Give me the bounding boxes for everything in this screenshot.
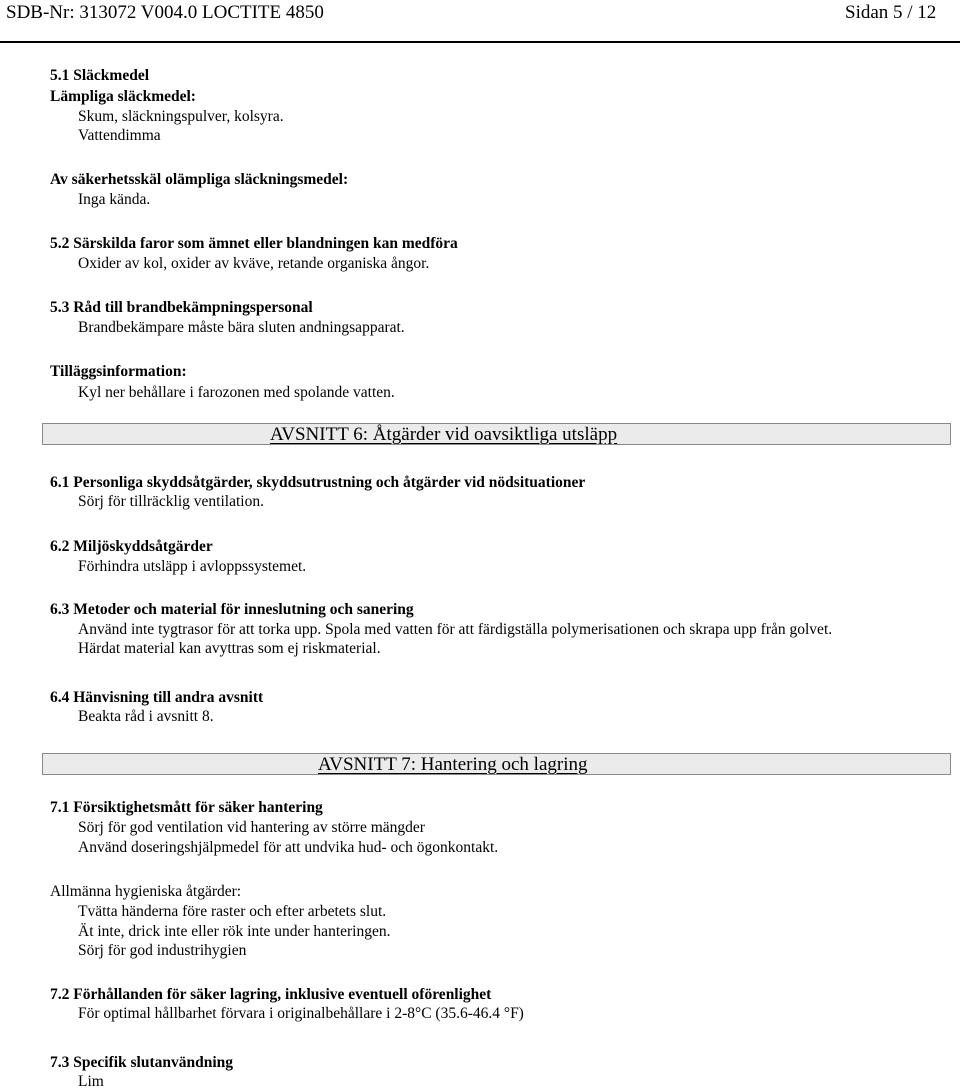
section-7-banner <box>42 753 951 775</box>
hygiene-line-2: Ät inte, drick inte eller rök inte under hanteringen. <box>78 923 391 940</box>
section-7-1-heading: 7.1 Försiktighetsmått för säker hantering <box>50 799 323 816</box>
section-7-1-line-2: Använd doseringshjälpmedel för att undvika hud- och ögonkontakt. <box>78 839 499 856</box>
header-divider <box>0 41 960 43</box>
unsuitable-media-text: Inga kända. <box>78 191 151 208</box>
section-5-3-heading: 5.3 Råd till brandbekämpningspersonal <box>50 299 313 316</box>
page-header <box>0 0 960 30</box>
section-7-3-heading: 7.3 Specifik slutanvändning <box>50 1054 234 1071</box>
section-6-2-text: Förhindra utsläpp i avloppssystemet. <box>78 558 307 575</box>
section-5-2-text: Oxider av kol, oxider av kväve, retande organiska ångor. <box>78 255 430 272</box>
section-6-3-line-2: Härdat material kan avyttras som ej riskmaterial. <box>78 640 381 657</box>
section-6-4-text: Beakta råd i avsnitt 8. <box>78 708 214 725</box>
additional-info-text: Kyl ner behållare i farozonen med spolande vatten. <box>78 384 395 401</box>
section-6-3-line-1: Använd inte tygtrasor för att torka upp. Spola med vatten för att färdigställa polymerisationen och skrapa upp från golvet. <box>78 621 833 638</box>
section-5-2-heading: 5.2 Särskilda faror som ämnet eller blandningen kan medföra <box>50 235 458 252</box>
suitable-media-line-1: Skum, släckningspulver, kolsyra. <box>78 108 284 125</box>
section-6-1-heading: 6.1 Personliga skyddsåtgärder, skyddsutrustning och åtgärder vid nödsituationer <box>50 474 586 491</box>
section-7-1-line-1: Sörj för god ventilation vid hantering av större mängder <box>78 819 425 836</box>
section-7-title: AVSNITT 7: Hantering och lagring <box>318 754 588 775</box>
section-6-2-heading: 6.2 Miljöskyddsåtgärder <box>50 538 213 555</box>
hygiene-line-3: Sörj för god industrihygien <box>78 942 247 959</box>
section-7-3-text: Lim <box>78 1073 104 1090</box>
unsuitable-media-heading: Av säkerhetsskäl olämpliga släckningsmedel: <box>50 171 349 188</box>
additional-info-heading: Tilläggsinformation: <box>50 363 187 380</box>
page-number: Sidan 5 / 12 <box>845 2 937 23</box>
section-6-4-heading: 6.4 Hänvisning till andra avsnitt <box>50 689 264 706</box>
section-6-title: AVSNITT 6: Åtgärder vid oavsiktliga utsläpp <box>270 424 618 445</box>
section-6-3-heading: 6.3 Metoder och material för inneslutning och sanering <box>50 601 414 618</box>
suitable-media-heading: Lämpliga släckmedel: <box>50 88 196 105</box>
section-6-banner <box>42 423 951 445</box>
section-5-3-text: Brandbekämpare måste bära sluten andningsapparat. <box>78 319 405 336</box>
section-7-2-heading: 7.2 Förhållanden för säker lagring, inklusive eventuell oförenlighet <box>50 986 492 1003</box>
hygiene-line-1: Tvätta händerna före raster och efter arbetets slut. <box>78 903 387 920</box>
section-5-1-heading: 5.1 Släckmedel <box>50 67 150 84</box>
section-6-1-text: Sörj för tillräcklig ventilation. <box>78 493 264 510</box>
section-7-2-text: För optimal hållbarhet förvara i originalbehållare i 2-8°C (35.6-46.4 °F) <box>78 1005 524 1022</box>
hygiene-heading: Allmänna hygieniska åtgärder: <box>50 883 242 900</box>
suitable-media-line-2: Vattendimma <box>78 127 161 144</box>
document-id: SDB-Nr: 313072 V004.0 LOCTITE 4850 <box>6 2 324 23</box>
